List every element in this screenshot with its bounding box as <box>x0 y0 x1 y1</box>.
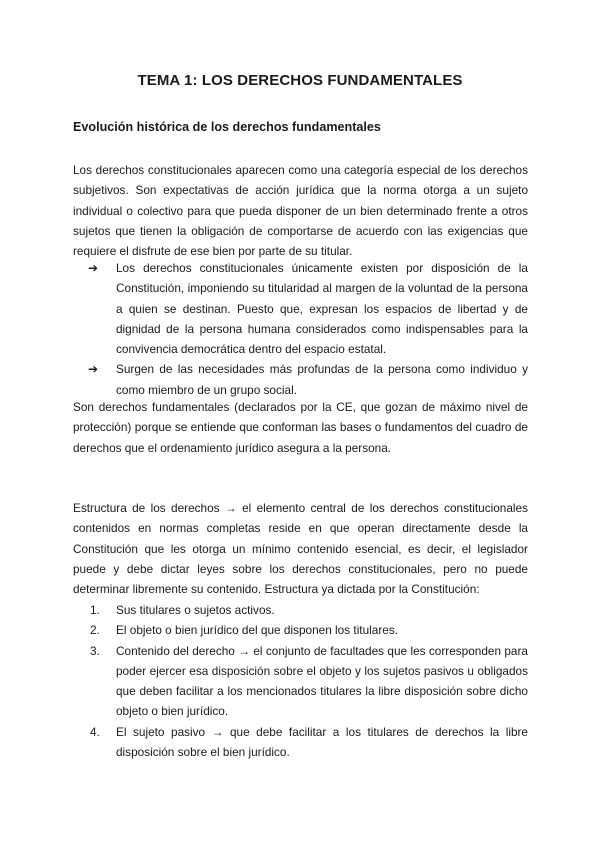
arrow-bullet-icon: ➔ <box>88 261 98 275</box>
list-item <box>88 620 528 640</box>
list-item <box>88 359 528 400</box>
list-number: 1. <box>90 603 100 617</box>
list-item <box>88 641 528 722</box>
list-item-text: Sus titulares o sujetos activos. <box>116 603 275 617</box>
arrow-bullet-icon: ➔ <box>88 362 98 377</box>
paragraph-intro: Los derechos constitucionales aparecen como una categoría especial de los derechos subjetivos. Son expectativas de acción jurídica que la norma otorga a un sujeto individual o colectivo para que pueda disponer de un bien determinado frente a otros sujetos que tienen la obligación de comportarse de acuerdo con las exigencias que requiere el disfrute de ese bien por parte de su titular. <box>73 163 528 259</box>
section-heading: Evolución histórica de los derechos fundamentales <box>73 120 381 134</box>
arrow-bullet-list <box>88 258 528 400</box>
list-number: 2. <box>90 623 100 638</box>
numbered-list <box>88 600 528 762</box>
list-item-text: Contenido del derecho → el conjunto de facultades que les corresponden para poder ejercer esa disposición sobre el objeto y los sujetos pasivos u obligados que deben facilitar a los mencionados titulares la libre disposición sobre dicho objeto o bien jurídico. <box>116 643 528 719</box>
list-item-text: El sujeto pasivo → que debe facilitar a los titulares de derechos la libre disposición sobre el bien jurídico. <box>116 724 528 760</box>
paragraph-fundamental-rights: Son derechos fundamentales (declarados por la CE, que gozan de máximo nivel de protección) porque se entiende que conforman las bases o fundamentos del cuadro de derechos que el ordenamiento jurídico asegura a la persona. <box>73 400 528 455</box>
list-item <box>88 258 528 359</box>
list-item-text: El objeto o bien jurídico del que disponen los titulares. <box>116 623 398 638</box>
page-title: TEMA 1: LOS DERECHOS FUNDAMENTALES <box>137 72 463 89</box>
list-number: 4. <box>90 724 100 739</box>
paragraph-structure: Estructura de los derechos → el elemento central de los derechos constitucionales contenidos en normas completas reside en que operan directamente desde la Constitución que les otorga un mínimo contenido esencial, es decir, el legislador puede y debe dictar leyes sobre los derechos constitucionales, pero no puede determinar libremente su contenido. Estructura ya dictada por la Constitución: <box>73 501 528 597</box>
list-item-text: Los derechos constitucionales únicamente existen por disposición de la Constitución, imponiendo su titularidad al margen de la voluntad de la persona a quien se destinan. Puesto que, expresan los espacios de libertad y de dignidad de la persona humana considerados como indispensables para la convivencia democrática dentro del espacio estatal. <box>116 261 528 357</box>
list-item-text: Surgen de las necesidades más profundas de la persona como individuo y como miembro de un grupo social. <box>116 362 528 397</box>
list-number: 3. <box>90 643 100 658</box>
list-item <box>88 600 528 620</box>
list-item <box>88 722 528 763</box>
